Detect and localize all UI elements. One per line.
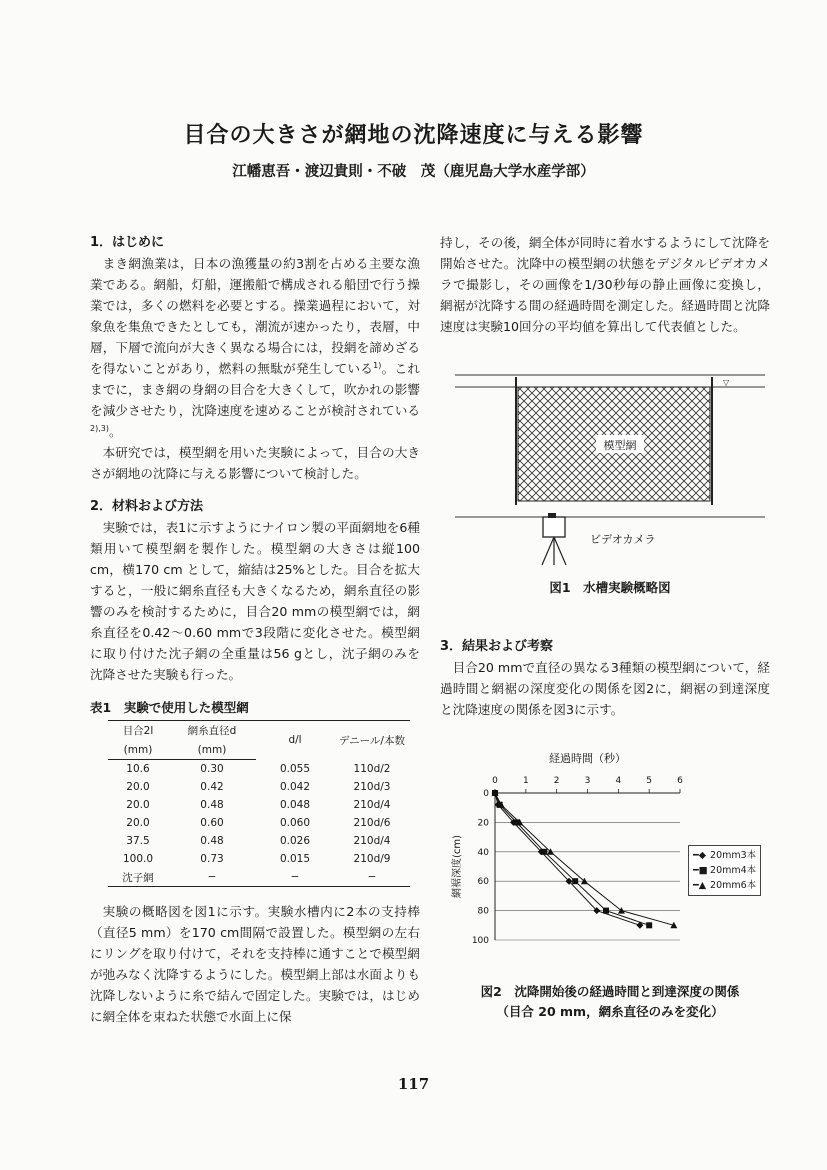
table-cell: 0.060 (279, 817, 311, 829)
reference-marker: 2),3) (90, 423, 109, 433)
table-header: d/l (256, 721, 334, 760)
table-cell: 0.042 (279, 781, 311, 793)
net-label: 模型網 (603, 439, 637, 452)
table-cell: 20.0 (126, 781, 150, 793)
methods-paragraph-3: 持し，その後，網全体が同時に着水するようにして沈降を開始させた。沈降中の模型網の状態をデジタルビデオカメラで撮影し，その画像を1/30秒毎の静止画像に変換し，網裾が沈降する間の経過時間を測定した。経過時間と沈降速度は実験10回分の平均値を算出して代表値とした。 (440, 235, 770, 334)
intro-paragraph-2: 本研究では，模型網を用いた実験によって，目合の大きさが網地の沈降に与える影響について検討した。 (90, 445, 420, 481)
paper-authors: 江幡恵吾・渡辺貴則・不破 茂（鹿児島大学水産学部） (232, 164, 595, 180)
y-tick-label: 40 (477, 847, 489, 858)
table-cell: 10.6 (126, 763, 150, 775)
y-tick-label: 80 (477, 906, 489, 917)
table-cell: 0.30 (200, 763, 224, 775)
camera-label: ビデオカメラ (590, 533, 656, 546)
table-cell: 210d/4 (353, 799, 391, 811)
y-axis-title: 網裾深度(cm) (452, 834, 463, 899)
legend-marker-icon: ━■ (693, 865, 708, 876)
series-line-1 (495, 793, 649, 925)
page-number: 117 (397, 1075, 430, 1093)
table-cell: 210d/4 (353, 835, 391, 847)
section-heading-methods: 2．材料および方法 (90, 499, 204, 514)
reference-marker: 1) (373, 360, 382, 370)
table-cell: − (168, 868, 256, 887)
series-line-2 (495, 793, 674, 925)
x-tick-label: 6 (677, 776, 683, 786)
table-cell: − (334, 868, 410, 887)
table-row (108, 814, 410, 832)
table-row (108, 850, 410, 868)
table-cell: 210d/6 (353, 817, 391, 829)
table-cell: 0.73 (200, 853, 224, 865)
table-cell: 20.0 (126, 817, 150, 829)
section-heading-results: 3．結果および考察 (440, 639, 554, 654)
table-cell: 20.0 (126, 799, 150, 811)
table-row (108, 778, 410, 796)
legend-item-3: ━◆ 20mm3本 (693, 850, 757, 861)
figure-2-caption-line1: 図2 沈降開始後の経過時間と到達深度の関係 (480, 984, 740, 999)
table-cell: 0.48 (200, 835, 224, 847)
legend-marker-icon: ━◆ (693, 850, 707, 861)
methods-continued-right (440, 232, 770, 337)
table-cell: 0.048 (279, 799, 311, 811)
figure-1-caption: 図1 水槽実験概略図 (549, 580, 671, 595)
video-camera-icon (542, 513, 566, 565)
x-tick-label: 1 (522, 776, 529, 786)
table-header: 目合2l (108, 721, 168, 741)
table-cell: 0.055 (279, 762, 311, 775)
section-results (440, 636, 770, 720)
paper-title: 目合の大きさが網地の沈降速度に与える影響 (183, 123, 644, 148)
results-paragraph-1: 目合20 mmで直径の異なる3種類の模型網について，経過時間と網裾の深度変化の関係を図2に，網裾の到達深度と沈降速度の関係を図3に示す。 (440, 660, 770, 717)
table-header-unit: (mm) (168, 740, 256, 760)
y-tick-label: 20 (477, 818, 489, 829)
intro-paragraph-1: まき網漁業は，日本の漁獲量の約3割を占める主要な漁業である。網船，灯船，運搬船で構成される船団で行う操業では，多くの燃料を必要とする。操業過程において，対象魚を集魚できたとしても，潮流が速かったり，表層，中層，下層で流向が大きく異なる場合には，投網を諦めざるを得ないことがあり，燃料の無駄が発生している$^{1)}$。これまでに，まき網の身網の目合を大きくして，吹かれの影響を減少させたり，沈降速度を速めることが検討されている$^{2),3)}$。 (90, 256, 421, 439)
table-header-unit: (mm) (108, 740, 168, 760)
legend-item-6: ━▲ 20mm6本 (693, 880, 757, 891)
y-tick-label: 100 (471, 936, 489, 945)
table-header: 網糸直径d (168, 721, 256, 741)
table-cell: 0.026 (279, 835, 311, 847)
table-cell: 210d/3 (353, 781, 391, 793)
section-heading-introduction: 1．はじめに (90, 235, 165, 250)
table-caption: 表1 実験で使用した模型網 (90, 700, 249, 715)
water-level-icon: ▽ (723, 378, 730, 387)
table-cell: 110d/2 (353, 762, 391, 775)
model-net-table (108, 720, 410, 887)
data-point (572, 878, 578, 884)
series-line-0 (495, 793, 640, 925)
data-point (646, 922, 652, 928)
table-cell: 0.42 (200, 781, 224, 793)
table-cell: 37.5 (126, 835, 150, 847)
methods-paragraph-1: 実験では，表1に示すようにナイロン製の平面網地を6種類用いて模型網を製作した。模型網の大きさは縦100 cm，横170 cm として，縮結は25%とした。目合を拡大すると，一般に網糸直径も大きくなるため，網糸直径の影響のみを検討するために，目合20 mmの模型網では，網糸直径を0.42〜0.60 mmで3段階に変化させた。模型網に取り付けた沈子網の全重量は56 gとし，沈子網のみを沈降させた実験も行った。 (90, 520, 420, 682)
methods-paragraph-2: 実験の概略図を図1に示す。実験水槽内に2本の支持棒（直径5 mm）を170 cm間隔で設置した。模型網の左右にリングを取り付けて，それを支持棒に通すことで模型網が弛みなく沈降するようにした。模型網上部は水面よりも沈降しないように糸で結んで固定した。実験では，はじめに網全体を束ねた状態で水面上に保 (90, 904, 420, 1024)
table-row (108, 796, 410, 814)
section-introduction (90, 232, 420, 484)
table-cell: − (256, 868, 334, 887)
table-row (108, 760, 410, 779)
x-axis-title: 経過時間（秒） (549, 752, 626, 765)
x-tick-label: 2 (553, 776, 560, 786)
y-tick-label: 60 (477, 877, 489, 888)
methods-continued (90, 901, 420, 1027)
data-point (603, 908, 609, 914)
figure-1-tank-diagram (440, 365, 780, 605)
table-cell: 100.0 (122, 853, 154, 865)
table-row (108, 868, 410, 887)
x-tick-label: 0 (492, 776, 498, 786)
x-tick-label: 4 (615, 776, 622, 786)
legend-marker-icon: ━▲ (693, 880, 707, 891)
table-cell: 0.015 (279, 853, 311, 865)
table-row (108, 832, 410, 850)
x-tick-label: 5 (646, 776, 653, 786)
legend-item-4: ━■ 20mm4本 (693, 865, 757, 876)
section-methods (90, 496, 420, 685)
figure-2-caption-line2: （目合 20 mm，網糸直径のみを変化） (496, 1004, 724, 1019)
table-cell: 210d/9 (353, 853, 391, 865)
table-cell: 0.48 (200, 799, 224, 811)
table-header: デニール/本数 (334, 721, 410, 760)
chart-legend (688, 845, 761, 896)
data-point (541, 849, 547, 855)
y-tick-label: 0 (483, 789, 489, 799)
table-cell: 沈子網 (108, 868, 168, 887)
x-tick-label: 3 (584, 776, 591, 786)
table-cell: 0.60 (200, 817, 224, 829)
